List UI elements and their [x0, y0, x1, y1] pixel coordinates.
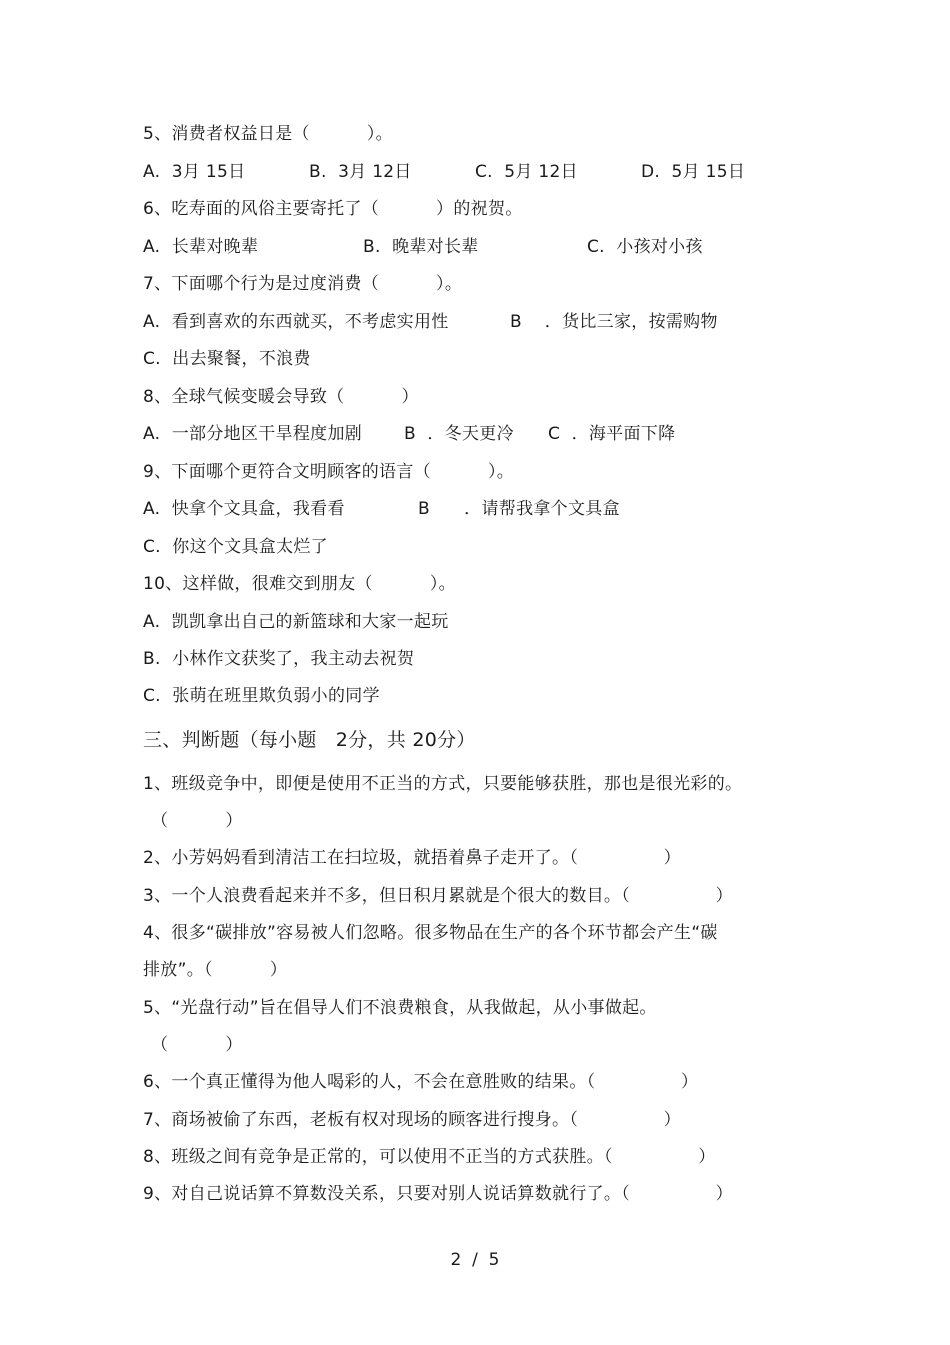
- question-5-stem: 5、消费者权益日是（ ）。: [143, 124, 393, 144]
- judgement-item-continued: 排放”。（ ）: [143, 960, 288, 980]
- judgement-item: 2、小芳妈妈看到清洁工在扫垃圾，就捂着鼻子走开了。（ ）: [143, 848, 681, 868]
- question-10-option-b: B. 小林作文获奖了，我主动去祝贺: [143, 649, 415, 669]
- judgement-item: 5、“光盘行动”旨在倡导人们不浪费粮食，从我做起，从小事做起。: [143, 998, 657, 1018]
- section-3-heading: 三、判断题（每小题 2分，共 20分）: [143, 729, 476, 751]
- judgement-item: 1、班级竞争中，即便是使用不正当的方式，只要能够获胜，那也是很光彩的。: [143, 774, 743, 794]
- option-a: A. 一部分地区干旱程度加剧: [143, 424, 363, 444]
- option-a: A. 长辈对晚辈: [143, 237, 259, 257]
- question-7-option-c: C. 出去聚餐，不浪费: [143, 349, 311, 369]
- answer-blank: （ ）: [151, 811, 243, 831]
- judgement-item: 7、商场被偷了东西，老板有权对现场的顾客进行搜身。（ ）: [143, 1110, 681, 1130]
- option-a: A. 看到喜欢的东西就买，不考虑实用性: [143, 312, 449, 332]
- option-b: B. 3月 12日: [309, 162, 412, 182]
- page-number: 2 / 5: [450, 1250, 500, 1270]
- option-c: C ．海平面下降: [548, 424, 676, 444]
- answer-blank: （ ）: [151, 1035, 243, 1055]
- question-9-stem: 9、下面哪个更符合文明顾客的语言（ ）。: [143, 462, 515, 482]
- option-b: B ．货比三家，按需购物: [510, 312, 718, 332]
- judgement-item: 4、很多“碳排放”容易被人们忽略。很多物品在生产的各个环节都会产生“碳: [143, 923, 718, 943]
- option-d: D. 5月 15日: [641, 162, 746, 182]
- option-a: A. 3月 15日: [143, 162, 246, 182]
- option-b: B ．请帮我拿个文具盒: [418, 499, 620, 519]
- option-a: A. 快拿个文具盒，我看看: [143, 499, 345, 519]
- question-9-option-c: C. 你这个文具盒太烂了: [143, 537, 328, 557]
- question-10-stem: 10、这样做，很难交到朋友（ ）。: [143, 574, 456, 594]
- question-8-stem: 8、全球气候变暖会导致（ ）: [143, 387, 419, 407]
- option-c: C. 小孩对小孩: [587, 237, 703, 257]
- question-7-stem: 7、下面哪个行为是过度消费（ ）。: [143, 274, 463, 294]
- judgement-item: 3、一个人浪费看起来并不多，但日积月累就是个很大的数目。（ ）: [143, 886, 733, 906]
- judgement-item: 6、一个真正懂得为他人喝彩的人，不会在意胜败的结果。（ ）: [143, 1072, 699, 1092]
- option-c: C. 5月 12日: [475, 162, 578, 182]
- question-10-option-a: A. 凯凯拿出自己的新篮球和大家一起玩: [143, 612, 449, 632]
- question-6-stem: 6、吃寿面的风俗主要寄托了（ ）的祝贺。: [143, 199, 523, 219]
- option-b: B. 晚辈对长辈: [363, 237, 479, 257]
- judgement-item: 8、班级之间有竞争是正常的，可以使用不正当的方式获胜。（ ）: [143, 1147, 716, 1167]
- question-10-option-c: C. 张萌在班里欺负弱小的同学: [143, 686, 380, 706]
- option-b: B ．冬天更冷: [404, 424, 514, 444]
- judgement-item: 9、对自己说话算不算数没关系，只要对别人说话算数就行了。（ ）: [143, 1184, 733, 1204]
